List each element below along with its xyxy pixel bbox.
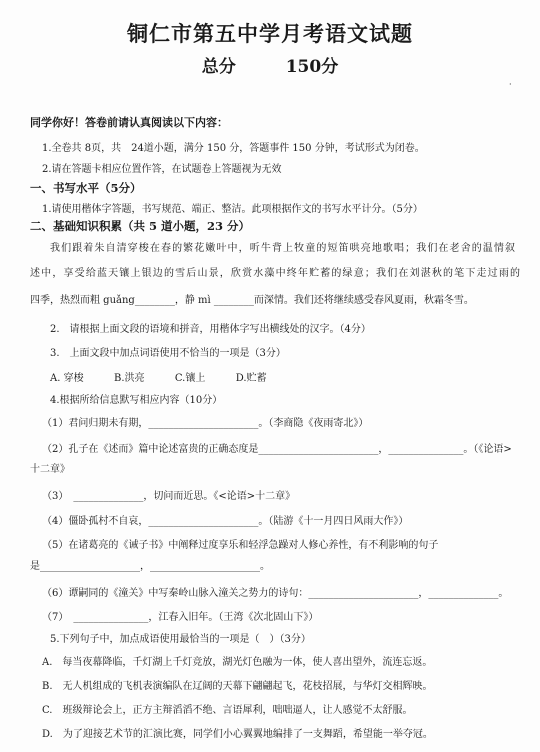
score-value: 150分 <box>285 57 339 77</box>
recitation-item: （2）孔子在《述而》篇中论述富贵的正确态度是________________________，_______________。（《论语> <box>42 444 512 455</box>
notice-item: 2.请在答题卡相应位置作答，在试题卷上答题视为无效 <box>42 164 282 175</box>
notice-item: 1.全卷共 8页，共 24道小题，满分 150 分，答题事件 150 分钟，考试形式为闭卷。 <box>42 143 425 154</box>
passage-line: 我们跟着朱自清穿梭在春的繁花嫩叶中，听牛背上牧童的短笛哄亮地歌唱；我们在老舍的温情叙 <box>50 243 515 254</box>
recitation-item: （3） ______________，切问而近思。《<论语>十二章》 <box>42 491 296 502</box>
passage-line: 述中，享受给蓝天镶上银边的雪后山景，欣赏水藻中终年贮蓄的绿意；我们在刘湛秋的笔下走过雨的 <box>30 268 520 279</box>
question-2: 2. 请根据上面文段的语境和拼音，用楷体字写出横线处的汉字。（4分） <box>50 324 371 335</box>
q5-option: A. 每当夜幕降临，千灯湖上千灯竞放，湖光灯色融为一体，使人喜出望外，流连忘返。 <box>42 657 433 668</box>
question-3: 3. 上面文段中加点词语使用不恰当的一项是（3分） <box>50 348 286 359</box>
q5-option: D. 为了迎接艺术节的汇演比赛，同学们小心翼翼地编排了一支舞蹈，希望能一举夺冠。 <box>42 729 433 740</box>
option: D.贮蓄 <box>235 373 267 384</box>
recitation-item: 十二章》 <box>30 464 70 475</box>
page-title: 铜仁市第五中学月考语文试题 <box>127 21 413 46</box>
option: B.洪亮 <box>113 373 145 384</box>
section-heading: 一、书写水平（5分） <box>30 181 142 195</box>
q5-option: B. 无人机组成的飞机表演编队在辽阔的天幕下翩翩起飞，花枝招展，与华灯交相辉映。 <box>42 681 433 692</box>
recitation-item: 是____________________，______________________。 <box>30 561 270 572</box>
scan-speck: · <box>509 80 512 89</box>
recitation-item: （7） _______________，江春入旧年。（王湾《次北固山下》） <box>42 612 319 623</box>
recitation-item: （4）僵卧孤村不自哀，______________________。（陆游《十一月四日风雨大作》） <box>42 516 409 527</box>
recitation-item: （5）在诸葛亮的《诫子书》中阐释过度享乐和轻浮急躁对人修心养性，有不利影响的句子 <box>42 540 439 551</box>
option: A. 穿梭 <box>50 373 84 384</box>
recitation-item: （6）谭嗣同的《潼关》中写秦岭山脉入潼关之势力的诗句：______________________，______________。 <box>42 588 509 599</box>
recitation-item: （1）君问归期未有期，______________________。（李商隐《夜雨寄北》） <box>42 418 369 429</box>
question-4: 4.根据所给信息默写相应内容（10分） <box>50 395 223 406</box>
section-text: 1.请使用楷体字答题，书写规范、端正、整洁。此项根据作文的书写水平计分。（5分） <box>42 204 423 215</box>
question-5: 5.下列句子中，加点成语使用最恰当的一项是（ ）（3分） <box>50 634 311 645</box>
option: C.镶上 <box>174 373 206 384</box>
passage-line: 四季，热烈而粗 guǎng________，静 mì ________而深情。我们还将继续感受春风夏雨，秋霜冬雪。 <box>30 295 474 306</box>
notice-heading: 同学你好！答卷前请认真阅读以下内容： <box>30 116 228 129</box>
q5-option: C. 班级辩论会上，正方主辩滔滔不绝、言语犀利，咄咄逼人，让人感觉不太舒服。 <box>42 705 413 716</box>
section-heading: 二、基础知识积累（共 5 道小题，23 分） <box>30 219 251 233</box>
question-3-options <box>50 369 267 384</box>
score-label: 总分 <box>201 57 236 77</box>
total-score <box>0 52 540 77</box>
